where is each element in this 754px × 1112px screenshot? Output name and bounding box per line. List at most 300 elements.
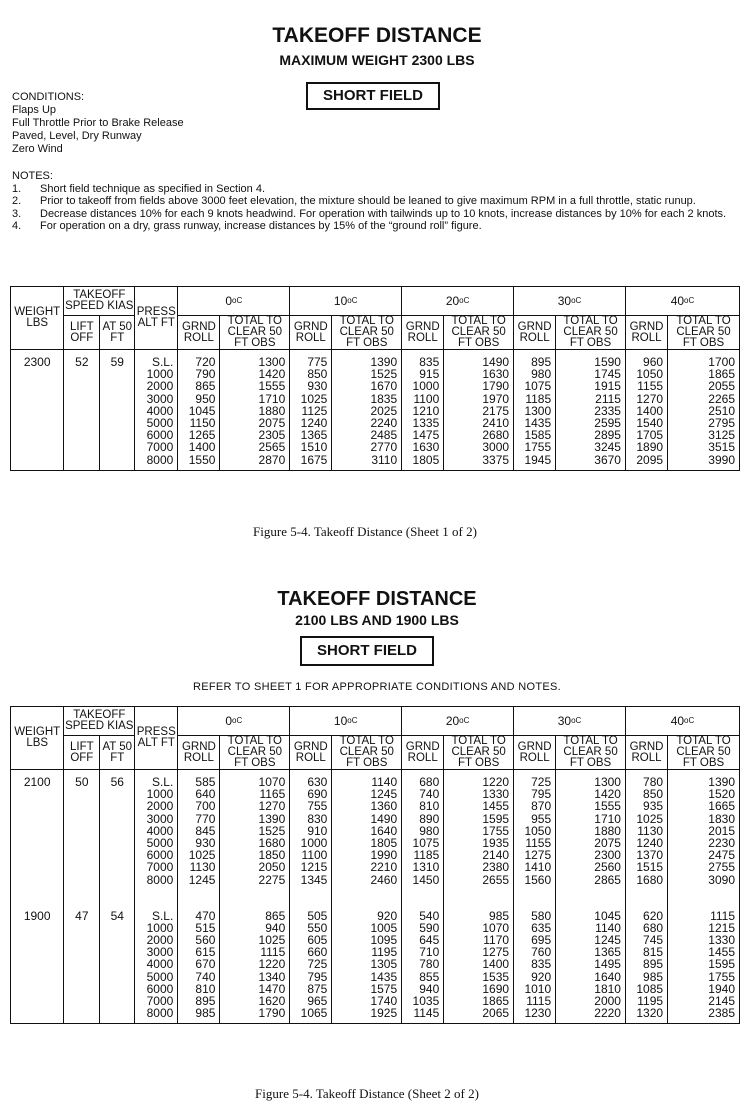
grnd-roll-value: 1585	[524, 428, 552, 443]
lift-off-header: LIFT OFF	[64, 736, 100, 770]
temperature-header	[178, 287, 290, 316]
total-clear-value: 1740	[370, 994, 398, 1008]
total-clear-value: 2305	[258, 428, 286, 443]
grnd-roll-value: 1275	[524, 848, 552, 863]
total-clear-value: 1940	[708, 981, 735, 996]
total-clear-value: 2220	[594, 1006, 621, 1021]
total-clear	[220, 770, 290, 900]
grnd-roll-value: 920	[531, 969, 552, 984]
grnd-roll-value: 795	[531, 787, 552, 802]
grnd-roll-value: 700	[195, 799, 216, 814]
grnd-roll-value: 870	[531, 799, 552, 814]
grnd-roll-value: 1435	[524, 415, 552, 430]
grnd-roll-value: 950	[195, 391, 216, 406]
grnd-roll	[290, 900, 332, 1024]
grnd-roll-value: 1240	[300, 415, 328, 430]
note-number: 4.	[12, 220, 22, 233]
note-item	[12, 183, 742, 196]
degree-unit: oC	[571, 295, 582, 305]
total-clear-value: 2065	[482, 1006, 510, 1021]
grnd-roll-value: 1050	[636, 367, 664, 382]
degree-unit: oC	[684, 295, 695, 305]
grnd-roll	[625, 900, 667, 1024]
sheet1-title: TAKEOFF DISTANCE	[272, 24, 482, 47]
total-clear-value: 2770	[370, 440, 398, 455]
total-clear-value: 1810	[594, 981, 621, 996]
total-clear-value: 1925	[370, 1006, 398, 1021]
press-alt-value: 5000	[146, 835, 174, 850]
grnd-roll-value: 585	[195, 775, 216, 789]
total-clear-value: 1400	[482, 957, 510, 972]
grnd-roll-value: 1050	[524, 823, 552, 838]
total-clear	[556, 350, 626, 471]
lift-off-value: 52	[64, 350, 100, 471]
total-clear-value: 2115	[595, 391, 621, 406]
press-alt-value: 7000	[146, 440, 174, 455]
grnd-roll-value: 875	[307, 981, 328, 996]
grnd-roll-value: 1675	[300, 452, 328, 467]
total-clear-value: 2230	[708, 835, 735, 850]
total-clear-value: 2560	[594, 860, 621, 875]
grnd-roll-value: 895	[195, 994, 216, 1008]
refer-note: REFER TO SHEET 1 FOR APPROPRIATE CONDITIONS AND NOTES.	[192, 681, 562, 693]
grnd-roll-value: 1045	[188, 403, 216, 418]
total-clear-value: 1340	[258, 969, 286, 984]
press-alt-value: S.L.	[151, 908, 174, 923]
at-50ft-header: AT 50 FT	[100, 316, 135, 350]
note-text: Short field technique as specified in Section 4.	[40, 182, 266, 195]
grnd-roll-value: 615	[195, 945, 216, 960]
total-clear-value: 1690	[482, 981, 510, 996]
total-clear-value: 2475	[708, 848, 735, 863]
grnd-roll-value: 755	[307, 799, 328, 814]
grnd-roll-value: 1075	[412, 835, 440, 850]
grnd-roll-value: 1510	[300, 440, 328, 455]
grnd-roll-value: 1150	[189, 415, 216, 430]
press-alt-value: 8000	[146, 452, 174, 467]
grnd-roll-value: 1560	[524, 872, 552, 887]
grnd-roll-header: GRND ROLL	[178, 736, 220, 770]
degree-unit: oC	[459, 295, 470, 305]
conditions-block	[12, 91, 184, 156]
total-clear-value: 1490	[370, 811, 398, 826]
grnd-roll-value: 1145	[413, 1006, 440, 1021]
total-clear-value: 2000	[594, 994, 621, 1008]
grnd-roll-value: 680	[419, 775, 440, 789]
grnd-roll-value: 620	[643, 908, 664, 923]
total-clear-value: 1300	[258, 355, 286, 369]
total-clear-value: 1805	[370, 835, 398, 850]
total-clear-value: 2865	[594, 872, 621, 887]
sheet2-title: TAKEOFF DISTANCE	[277, 588, 477, 610]
total-clear-value: 1070	[482, 920, 510, 935]
total-clear-value: 1590	[594, 355, 621, 369]
grnd-roll-value: 1100	[301, 848, 328, 863]
grnd-roll-value: 1400	[188, 440, 216, 455]
grnd-roll-value: 810	[195, 981, 216, 996]
grnd-roll-value: 760	[531, 945, 552, 960]
total-clear-value: 1835	[370, 391, 398, 406]
grnd-roll-value: 720	[195, 355, 216, 369]
total-clear-value: 1755	[482, 823, 510, 838]
total-clear-value: 2075	[594, 835, 621, 850]
grnd-roll-value: 1085	[636, 981, 664, 996]
grnd-roll-value: 1945	[524, 452, 552, 467]
total-clear	[444, 900, 514, 1024]
grnd-roll-value: 780	[419, 957, 440, 972]
grnd-roll-value: 1155	[637, 379, 664, 394]
total-clear-value: 1455	[482, 799, 510, 814]
total-clear-value: 3125	[708, 428, 735, 443]
grnd-roll-value: 550	[307, 920, 328, 935]
total-clear-value: 2075	[258, 415, 286, 430]
total-clear-value: 2870	[258, 452, 286, 467]
total-clear-value: 2565	[258, 440, 286, 455]
grnd-roll-value: 635	[531, 920, 552, 935]
total-clear-value: 2145	[708, 994, 735, 1008]
grnd-roll-value: 890	[419, 811, 440, 826]
weight-header: WEIGHT LBS	[11, 287, 64, 350]
header-row	[11, 707, 740, 736]
total-clear-value: 1665	[708, 799, 735, 814]
lift-off-header: LIFT OFF	[64, 316, 100, 350]
at-50ft-header: AT 50 FT	[100, 736, 135, 770]
total-clear-value: 1115	[710, 908, 735, 923]
total-clear-value: 3375	[482, 452, 510, 467]
total-clear-header: TOTAL TO CLEAR 50 FT OBS	[668, 316, 740, 350]
total-clear	[220, 900, 290, 1024]
total-clear-value: 985	[489, 908, 510, 923]
total-clear-value: 1575	[370, 981, 398, 996]
grnd-roll-value: 690	[307, 787, 328, 802]
grnd-roll-value: 1125	[301, 403, 328, 418]
grnd-roll	[402, 900, 444, 1024]
total-clear-value: 1045	[594, 908, 621, 923]
lift-off-value: 50	[64, 770, 100, 900]
note-item	[12, 195, 742, 208]
total-clear-value: 1525	[370, 367, 398, 382]
grnd-roll-value: 725	[531, 775, 552, 789]
total-clear-value: 2300	[594, 848, 621, 863]
press-alt-value: 5000	[146, 415, 174, 430]
grnd-roll-value: 725	[307, 957, 328, 972]
grnd-roll-value: 645	[419, 933, 440, 948]
temperature-header	[290, 707, 402, 736]
grnd-roll-value: 740	[195, 969, 216, 984]
total-clear-value: 3670	[594, 452, 621, 467]
grnd-roll-header: GRND ROLL	[514, 736, 556, 770]
grnd-roll-value: 770	[195, 811, 216, 826]
press-alt-value: 5000	[146, 969, 174, 984]
temperature-value: 20	[445, 713, 460, 728]
grnd-roll-value: 795	[307, 969, 328, 984]
total-clear-value: 1680	[258, 835, 286, 850]
weight-value: 2300	[11, 350, 64, 471]
press-alt-value: 3000	[146, 391, 174, 406]
total-clear-value: 2385	[708, 1006, 735, 1021]
degree-unit: oC	[459, 715, 470, 725]
condition-item: Full Throttle Prior to Brake Release	[12, 117, 184, 129]
total-clear-value: 1640	[370, 823, 398, 838]
total-clear-value: 1880	[258, 403, 286, 418]
grnd-roll-value: 1310	[412, 860, 440, 875]
grnd-roll-value: 965	[307, 994, 328, 1008]
total-clear-header: TOTAL TO CLEAR 50 FT OBS	[556, 736, 626, 770]
temperature-value: 0	[225, 713, 233, 728]
lift-off-value: 47	[64, 900, 100, 1024]
grnd-roll	[290, 770, 332, 900]
weight-header: WEIGHT LBS	[11, 707, 64, 770]
total-clear-value: 2210	[370, 860, 398, 875]
total-clear-value: 1865	[708, 367, 735, 382]
grnd-roll-value: 1410	[524, 860, 552, 875]
total-clear-value: 1620	[258, 994, 286, 1008]
total-clear-value: 1525	[258, 823, 286, 838]
total-clear-value: 1360	[370, 799, 398, 814]
total-clear-value: 2595	[594, 415, 621, 430]
takeoff-table-sheet2	[10, 706, 740, 1024]
sheet2-field-type-box: SHORT FIELD	[300, 636, 434, 666]
total-clear-value: 1390	[258, 811, 286, 826]
total-clear-value: 1025	[258, 933, 286, 948]
total-clear-value: 1555	[594, 799, 621, 814]
grnd-roll-value: 930	[195, 835, 216, 850]
weight-block-row	[11, 350, 740, 471]
grnd-roll-value: 630	[307, 775, 328, 789]
grnd-roll-value: 1025	[188, 848, 216, 863]
grnd-roll-value: 580	[531, 908, 552, 923]
total-clear-value: 2015	[708, 823, 735, 838]
total-clear-value: 1535	[482, 969, 510, 984]
grnd-roll-value: 830	[307, 811, 328, 826]
grnd-roll	[178, 350, 220, 471]
total-clear-header: TOTAL TO CLEAR 50 FT OBS	[444, 316, 514, 350]
total-clear-value: 1595	[708, 957, 735, 972]
grnd-roll-value: 1755	[524, 440, 552, 455]
grnd-roll-value: 680	[643, 920, 664, 935]
grnd-roll	[625, 350, 667, 471]
total-clear-value: 1275	[482, 945, 510, 960]
total-clear-value: 1195	[371, 945, 398, 960]
grnd-roll-value: 1550	[188, 452, 216, 467]
total-clear-value: 1970	[482, 391, 510, 406]
press-alt-value: 8000	[146, 872, 174, 887]
total-clear-value: 1390	[370, 355, 398, 369]
grnd-roll-value: 835	[419, 355, 440, 369]
total-clear	[556, 900, 626, 1024]
grnd-roll-value: 1185	[525, 391, 552, 406]
grnd-roll-value: 1130	[637, 823, 664, 838]
grnd-roll-value: 1450	[412, 872, 440, 887]
grnd-roll-value: 1215	[300, 860, 328, 875]
grnd-roll-value: 1210	[412, 403, 440, 418]
total-clear-value: 1390	[708, 775, 735, 789]
total-clear-header: TOTAL TO CLEAR 50 FT OBS	[220, 316, 290, 350]
press-alt-value: 4000	[146, 403, 174, 418]
condition-item: Zero Wind	[12, 143, 63, 155]
total-clear-value: 1245	[370, 787, 398, 802]
total-clear-value: 1790	[258, 1006, 286, 1021]
grnd-roll-value: 835	[531, 957, 552, 972]
total-clear-value: 1490	[482, 355, 510, 369]
total-clear-value: 2265	[708, 391, 735, 406]
press-alt-value: 4000	[146, 823, 174, 838]
grnd-roll-value: 780	[643, 775, 664, 789]
total-clear-header: TOTAL TO CLEAR 50 FT OBS	[220, 736, 290, 770]
temperature-header	[402, 287, 514, 316]
temperature-header	[514, 287, 626, 316]
grnd-roll-value: 1035	[412, 994, 440, 1008]
grnd-roll-value: 1195	[637, 994, 664, 1008]
sheet1-field-type-box: SHORT FIELD	[306, 82, 440, 110]
grnd-roll	[178, 900, 220, 1024]
press-alt-value: 3000	[146, 811, 174, 826]
press-alt-value: 6000	[146, 428, 174, 443]
grnd-roll-value: 1890	[636, 440, 664, 455]
total-clear-header: TOTAL TO CLEAR 50 FT OBS	[332, 736, 402, 770]
total-clear-value: 1005	[370, 920, 398, 935]
total-clear-value: 1670	[370, 379, 398, 394]
temperature-value: 20	[445, 293, 460, 308]
total-clear-value: 1115	[260, 945, 286, 960]
grnd-roll-value: 1130	[189, 860, 216, 875]
total-clear-value: 3990	[708, 452, 735, 467]
total-clear-value: 1880	[594, 823, 621, 838]
total-clear-value: 2510	[708, 403, 735, 418]
grnd-roll-value: 1115	[526, 994, 552, 1008]
grnd-roll-value: 810	[419, 799, 440, 814]
grnd-roll-value: 1540	[636, 415, 664, 430]
grnd-roll-value: 980	[531, 367, 552, 382]
grnd-roll-value: 1240	[636, 835, 664, 850]
degree-unit: oC	[347, 295, 358, 305]
total-clear-value: 2410	[482, 415, 510, 430]
total-clear-value: 2275	[258, 872, 286, 887]
total-clear-value: 1165	[259, 787, 286, 802]
total-clear-value: 1330	[482, 787, 510, 802]
grnd-roll-header: GRND ROLL	[178, 316, 220, 350]
weight-block-row	[11, 900, 740, 1024]
grnd-roll-value: 670	[195, 957, 216, 972]
total-clear-value: 1455	[708, 945, 735, 960]
grnd-roll-value: 1100	[413, 391, 440, 406]
press-alt-header: PRESS ALT FT	[135, 287, 178, 350]
total-clear-value: 2025	[370, 403, 398, 418]
total-clear	[668, 770, 740, 900]
total-clear-value: 1520	[708, 787, 735, 802]
press-alt-value: 7000	[146, 994, 174, 1008]
degree-unit: oC	[684, 715, 695, 725]
total-clear-value: 1270	[258, 799, 286, 814]
total-clear-value: 865	[265, 908, 286, 923]
degree-unit: oC	[347, 715, 358, 725]
grnd-roll	[514, 900, 556, 1024]
note-item	[12, 208, 742, 221]
total-clear-value: 1140	[371, 775, 398, 789]
note-number: 2.	[12, 195, 22, 208]
total-clear-value: 1790	[482, 379, 510, 394]
press-alt	[135, 350, 178, 471]
grnd-roll-header: GRND ROLL	[402, 316, 444, 350]
total-clear-value: 2755	[708, 860, 735, 875]
degree-unit: oC	[232, 715, 243, 725]
grnd-roll-value: 1000	[300, 835, 328, 850]
temperature-value: 40	[670, 713, 685, 728]
press-alt-value: 8000	[146, 1006, 174, 1021]
grnd-roll-value: 1185	[413, 848, 440, 863]
grnd-roll-value: 590	[419, 920, 440, 935]
total-clear	[332, 770, 402, 900]
total-clear-value: 2240	[370, 415, 398, 430]
grnd-roll-value: 1075	[524, 379, 552, 394]
grnd-roll-value: 1025	[300, 391, 328, 406]
press-alt-value: 6000	[146, 981, 174, 996]
press-alt	[135, 900, 178, 1024]
grnd-roll-value: 895	[531, 355, 552, 369]
total-clear-value: 3245	[594, 440, 621, 455]
grnd-roll-value: 1265	[188, 428, 216, 443]
total-clear-value: 1495	[594, 957, 621, 972]
weight-value: 2100	[11, 770, 64, 900]
total-clear-value: 1245	[594, 933, 621, 948]
total-clear-value: 1420	[258, 367, 286, 382]
total-clear-value: 1140	[595, 920, 621, 935]
total-clear	[444, 350, 514, 471]
total-clear-value: 1595	[482, 811, 510, 826]
total-clear	[668, 900, 740, 1024]
temperature-value: 30	[557, 713, 572, 728]
grnd-roll-value: 1515	[636, 860, 664, 875]
total-clear-value: 1095	[370, 933, 398, 948]
temperature-value: 30	[557, 293, 572, 308]
grnd-roll-value: 935	[643, 799, 664, 814]
at-50ft-value: 59	[100, 350, 135, 471]
press-alt-value: 4000	[146, 957, 174, 972]
total-clear-value: 1915	[594, 379, 621, 394]
grnd-roll-value: 1245	[188, 872, 216, 887]
grnd-roll-value: 790	[195, 367, 216, 382]
total-clear-value: 2140	[482, 848, 510, 863]
weight-block-row	[11, 770, 740, 900]
total-clear-value: 2895	[594, 428, 621, 443]
total-clear-value: 1330	[708, 933, 735, 948]
grnd-roll-value: 1155	[525, 835, 552, 850]
grnd-roll-value: 1365	[300, 428, 328, 443]
grnd-roll-value: 1065	[300, 1006, 328, 1021]
total-clear-value: 1220	[482, 775, 510, 789]
sheet2-subtitle: 2100 LBS AND 1900 LBS	[295, 612, 459, 628]
degree-unit: oC	[571, 715, 582, 725]
grnd-roll-value: 745	[643, 933, 664, 948]
grnd-roll-value: 1320	[636, 1006, 664, 1021]
temperature-header	[625, 287, 739, 316]
grnd-roll-value: 1270	[636, 391, 664, 406]
grnd-roll-value: 850	[643, 787, 664, 802]
total-clear-value: 1305	[370, 957, 398, 972]
grnd-roll-header: GRND ROLL	[514, 316, 556, 350]
grnd-roll	[290, 350, 332, 471]
grnd-roll-value: 605	[307, 933, 328, 948]
degree-unit: oC	[232, 295, 243, 305]
at-50ft-value: 54	[100, 900, 135, 1024]
total-clear-value: 3090	[708, 872, 735, 887]
total-clear-value: 1745	[594, 367, 621, 382]
grnd-roll-value: 940	[419, 981, 440, 996]
grnd-roll	[625, 770, 667, 900]
grnd-roll-value: 470	[195, 908, 216, 923]
temperature-header	[178, 707, 290, 736]
total-clear-value: 1435	[370, 969, 398, 984]
